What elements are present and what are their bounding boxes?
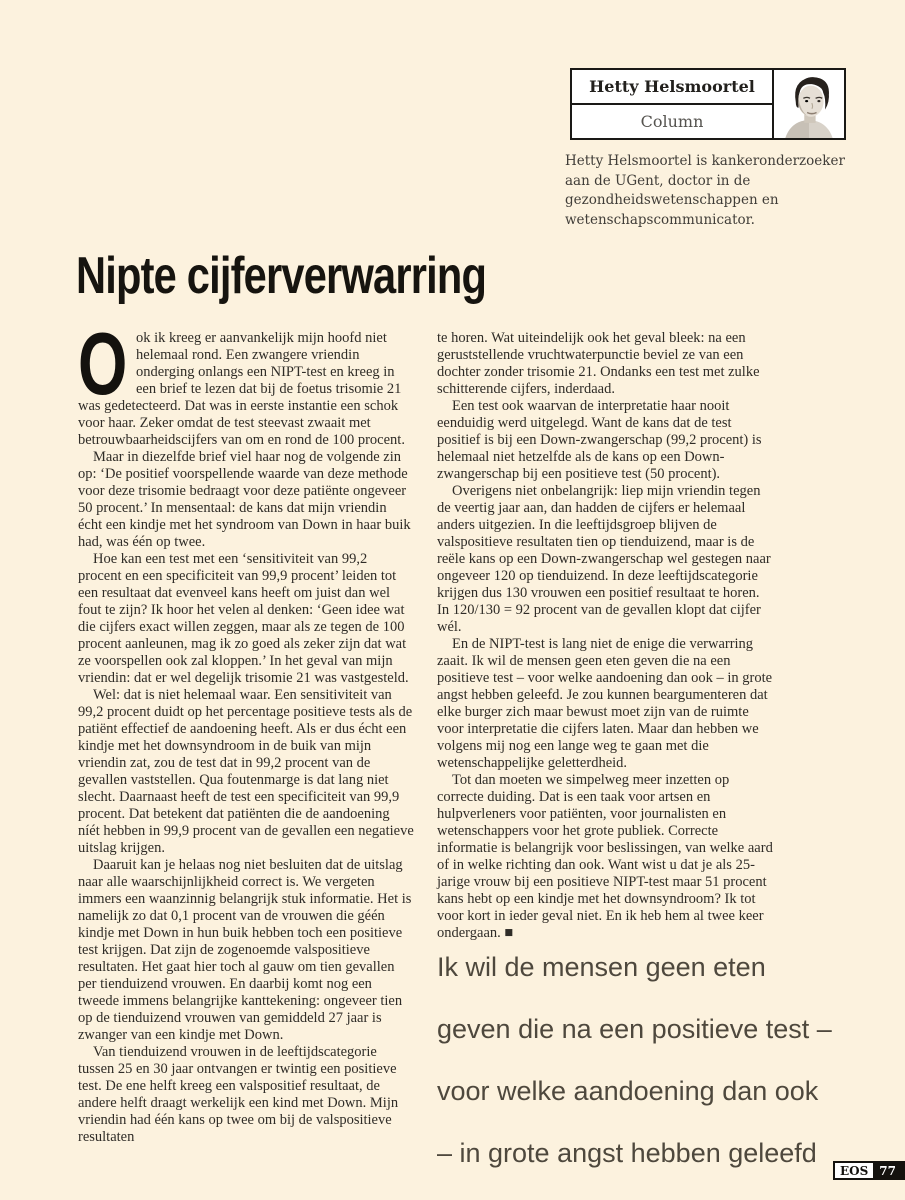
- body-paragraph: Overigens niet onbelangrijk: liep mijn vriendin tegen de veertig jaar aan, dan hadden de cijfers er helemaal anders uitgezien. In die leeftijdsgroep blijven de valspositieve resultaten tien op tienduizend, maar is de reële kans op een Down-zwangerschap wel gestegen naar ongeveer 120 op tienduizend. In deze leeftijdscategorie krijgen dus 130 vrouwen een positief resultaat te horen. In 120/130 = 92 procent van de gevallen klopt dat cijfer wél.: [437, 483, 771, 635]
- column-label: Column: [640, 112, 704, 131]
- author-bio: Hetty Helsmoortel is kankeronderzoeker aan de UGent, doctor in de gezondheidswetenschappen en wetenschapscommunicator.: [565, 153, 845, 228]
- page-number: 77: [873, 1163, 905, 1178]
- article-title: Nipte cijferverwarring: [76, 247, 487, 305]
- body-paragraph: Maar in diezelfde brief viel haar nog de volgende zin op: ‘De positief voorspellende waarde van deze methode voor deze trisomie bedraagt voor deze patiënte ongeveer 50 procent.’ In mensentaal: de kans dat mijn vriendin écht een kindje met het syndroom van Down in haar buik had, was één op twee.: [78, 449, 411, 550]
- body-paragraph: Een test ook waarvan de interpretatie haar nooit eenduidig werd uitgelegd. Want de kans dat de test positief is bij een Down-zwangerschap (99,2 procent) is helemaal niet hetzelfde als de kans op een Down-zwangerschap bij een positieve test (50 procent).: [437, 398, 762, 482]
- drop-cap: O: [78, 314, 128, 413]
- byline-text: [572, 70, 772, 138]
- pull-quote: Ik wil de mensen geen eten geven die na een positieve test – voor welke aandoening dan ook – in grote angst hebben geleefd: [437, 952, 832, 1168]
- body-paragraph: Van tienduizend vrouwen in de leeftijdscategorie tussen 25 en 30 jaar ontvangen er twintig een positieve test. De ene helft kreeg een valspositief resultaat, de andere helft draagt werkelijk een kind met Down. Mijn vriendin had één kans op twee om bij de valspositieve resultaten: [78, 1044, 399, 1145]
- body-paragraph: te horen. Wat uiteindelijk ook het geval bleek: na een geruststellende vruchtwaterpunctie beviel ze van een dochter zonder trisomie 21. Ondanks een test met zulke schitterende cijfers, inderdaad.: [437, 330, 760, 397]
- magazine-logo: EOS: [840, 1163, 869, 1178]
- lead-text: ok ik kreeg er aanvankelijk mijn hoofd niet helemaal rond. Een zwangere vriendin onderging onlangs een NIPT-test en kreeg in een brief te lezen dat bij de foetus trisomie 21 was gedetecteerd. Dat was in eerste instantie een schok voor haar. Zeker omdat de test steevast zwaait met betrouwbaarheidscijfers van om en rond de 100 procent.: [78, 330, 405, 448]
- footer-badge: [833, 1161, 905, 1180]
- body-paragraph: Daaruit kan je helaas nog niet besluiten dat de uitslag naar alle waarschijnlijkheid correct is. We vergeten immers een waanzinnig belangrijk stuk informatie. Het is namelijk zo dat 0,1 procent van de vrouwen die géén kindje met Down in hun buik hebben toch een positieve test krijgen. Dat zijn de zogenoemde valspositieve resultaten. Het gaat hier toch al gauw om tien gevallen per tienduizend vrouwen. En daarbij komt nog een tweede immens belangrijke kanttekening: ongeveer tien op de tienduizend vrouwen van gemiddeld 27 jaar is zwanger van een kindje met Down.: [78, 857, 412, 1043]
- body-paragraph: Hoe kan een test met een ‘sensitiviteit van 99,2 procent en een specificiteit van 99,9 procent’ leiden tot een resultaat dat evenveel kans heeft om juist dan wel fout te zijn? Ik hoor het velen al denken: ‘Geen idee wat die cijfers exact willen zeggen, maar als ze tegen de 100 procent aanleunen, mag ik zo goed als zeker zijn dat wat ze voorspellen ook zal kloppen.’ In het geval van mijn vriendin: dat er wel degelijk trisomie 21 was vastgesteld.: [78, 551, 409, 686]
- body-column-left: [78, 314, 414, 1146]
- body-column-right: [437, 330, 773, 942]
- byline-box: [570, 68, 846, 140]
- body-paragraph: Tot dan moeten we simpelweg meer inzetten op correcte duiding. Dat is een taak voor artsen en hulpverleners voor patiënten, voor journalisten en wetenschappers voor het grote publiek. Correcte informatie is belangrijk voor beslissingen, van welke aard of in welke richting dan ook. Want wist u dat je als 25-jarige vrouw bij een positieve NIPT-test maar 51 procent kans hebt op een kindje met het downsyndroom? Ik tot voor kort in ieder geval niet. En ik heb hem al twee keer ondergaan. ■: [437, 772, 773, 941]
- author-photo: [772, 70, 844, 138]
- body-paragraph: Wel: dat is niet helemaal waar. Een sensitiviteit van 99,2 procent duidt op het percentage positieve tests als de patiënt effectief de aandoening heeft. Als er dus écht een kindje met het downsyndroom in de buik van mijn vriendin zat, zou de test dat in 99,2 procent van de gevallen vaststellen. Qua foutenmarge is dat lang niet slecht. Daarnaast heeft de test een specificiteit van 99,9 procent. Dat betekent dat patiënten die de aandoening níét hebben in 99,9 procent van de gevallen een negatieve uitslag krijgen.: [78, 687, 414, 856]
- portrait-illustration: [774, 70, 844, 138]
- body-paragraph: En de NIPT-test is lang niet de enige die verwarring zaait. Ik wil de mensen geen eten geven die na een positieve test – voor welke aandoening dan ook – in grote angst hebben geleefd. Je zou kunnen beargumenteren dat elke burger zich maar bewust moet zijn van de ruimte voor interpretatie die cijfers laten. Maar dan hebben we volgens mij nog een lange weg te gaan met die wetenschappelijke geletterdheid.: [437, 636, 773, 771]
- author-name: Hetty Helsmoortel: [572, 70, 772, 105]
- lead-paragraph: [78, 314, 414, 449]
